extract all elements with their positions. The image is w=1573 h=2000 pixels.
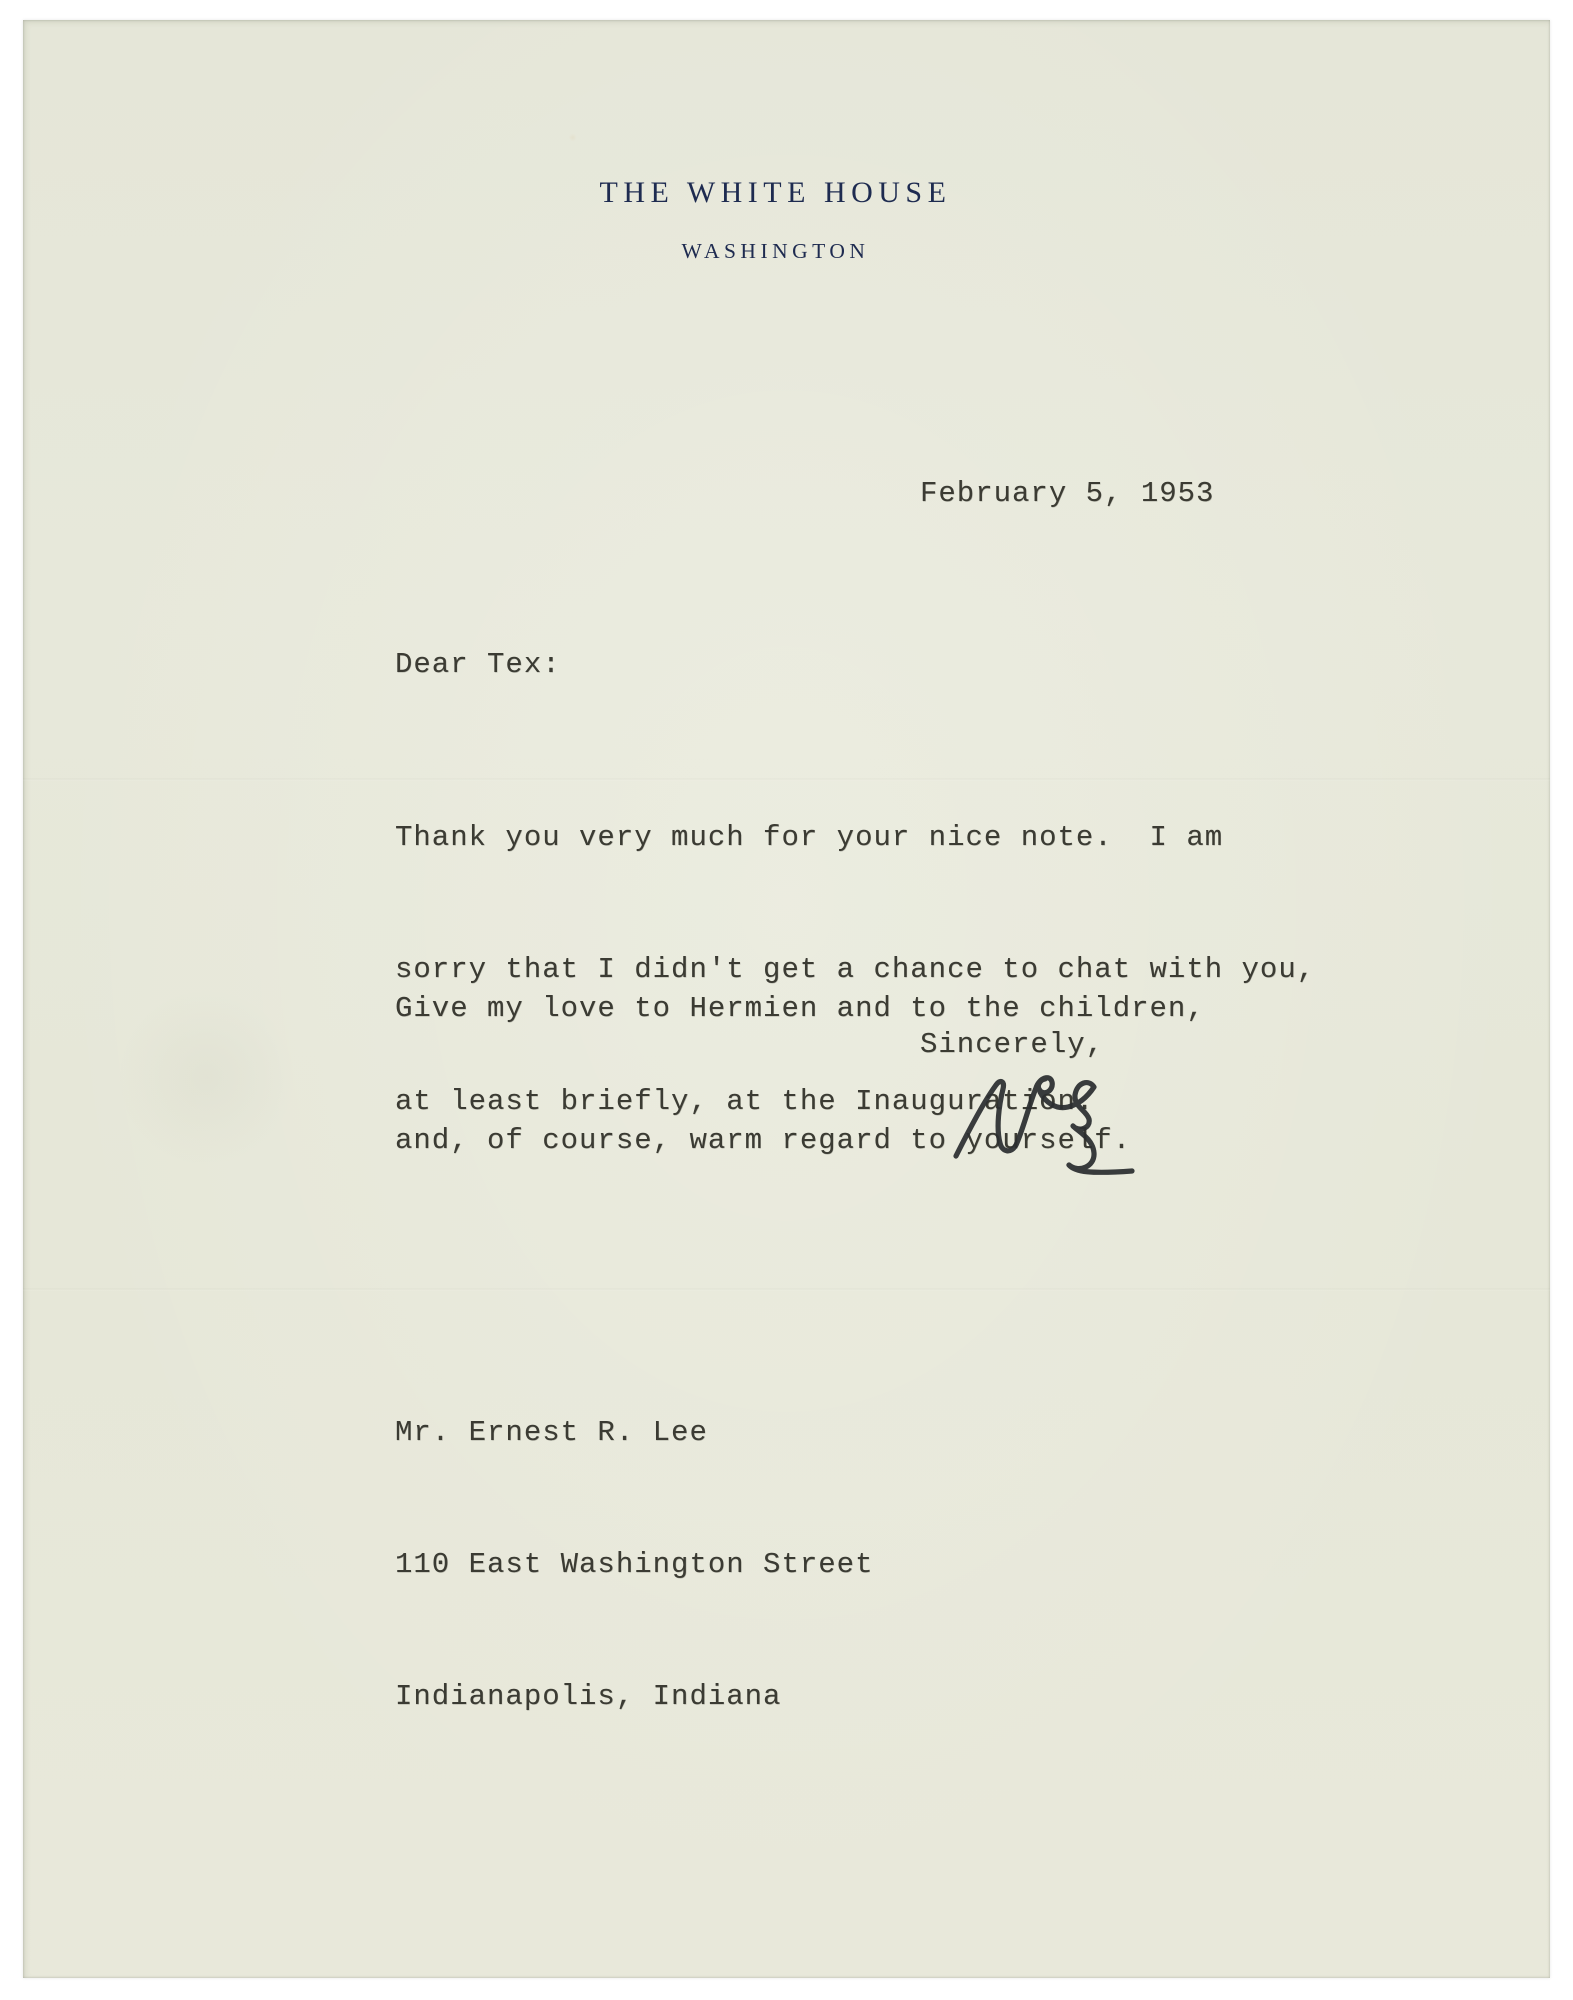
letterhead-subtitle: WASHINGTON [681, 239, 870, 263]
recipient-block [395, 1323, 873, 1807]
signature-ink-icon [928, 1058, 1168, 1198]
signature-initials-DE [928, 1058, 1168, 1198]
date-line: February 5, 1953 [920, 477, 1215, 510]
recipient-line: Mr. Ernest R. Lee [395, 1416, 708, 1449]
body-line: Give my love to Hermien and to the children, [395, 992, 1205, 1025]
body-line: sorry that I didn't get a chance to chat with you, [395, 953, 1316, 986]
body-line: at least briefly, at the Inauguration. [395, 1085, 1095, 1118]
closing: Sincerely, [920, 1028, 1105, 1061]
letterhead-title: THE WHITE HOUSE [599, 176, 952, 209]
body-line: Thank you very much for your nice note. I am [395, 821, 1224, 854]
fold-crease-lower [23, 1288, 1550, 1291]
letter-paper [23, 20, 1550, 1978]
body-line: and, of course, warm regard to yourself. [395, 1124, 1132, 1157]
salutation: Dear Tex: [395, 648, 561, 681]
recipient-line: 110 East Washington Street [395, 1548, 874, 1581]
recipient-line: Indianapolis, Indiana [395, 1680, 782, 1713]
